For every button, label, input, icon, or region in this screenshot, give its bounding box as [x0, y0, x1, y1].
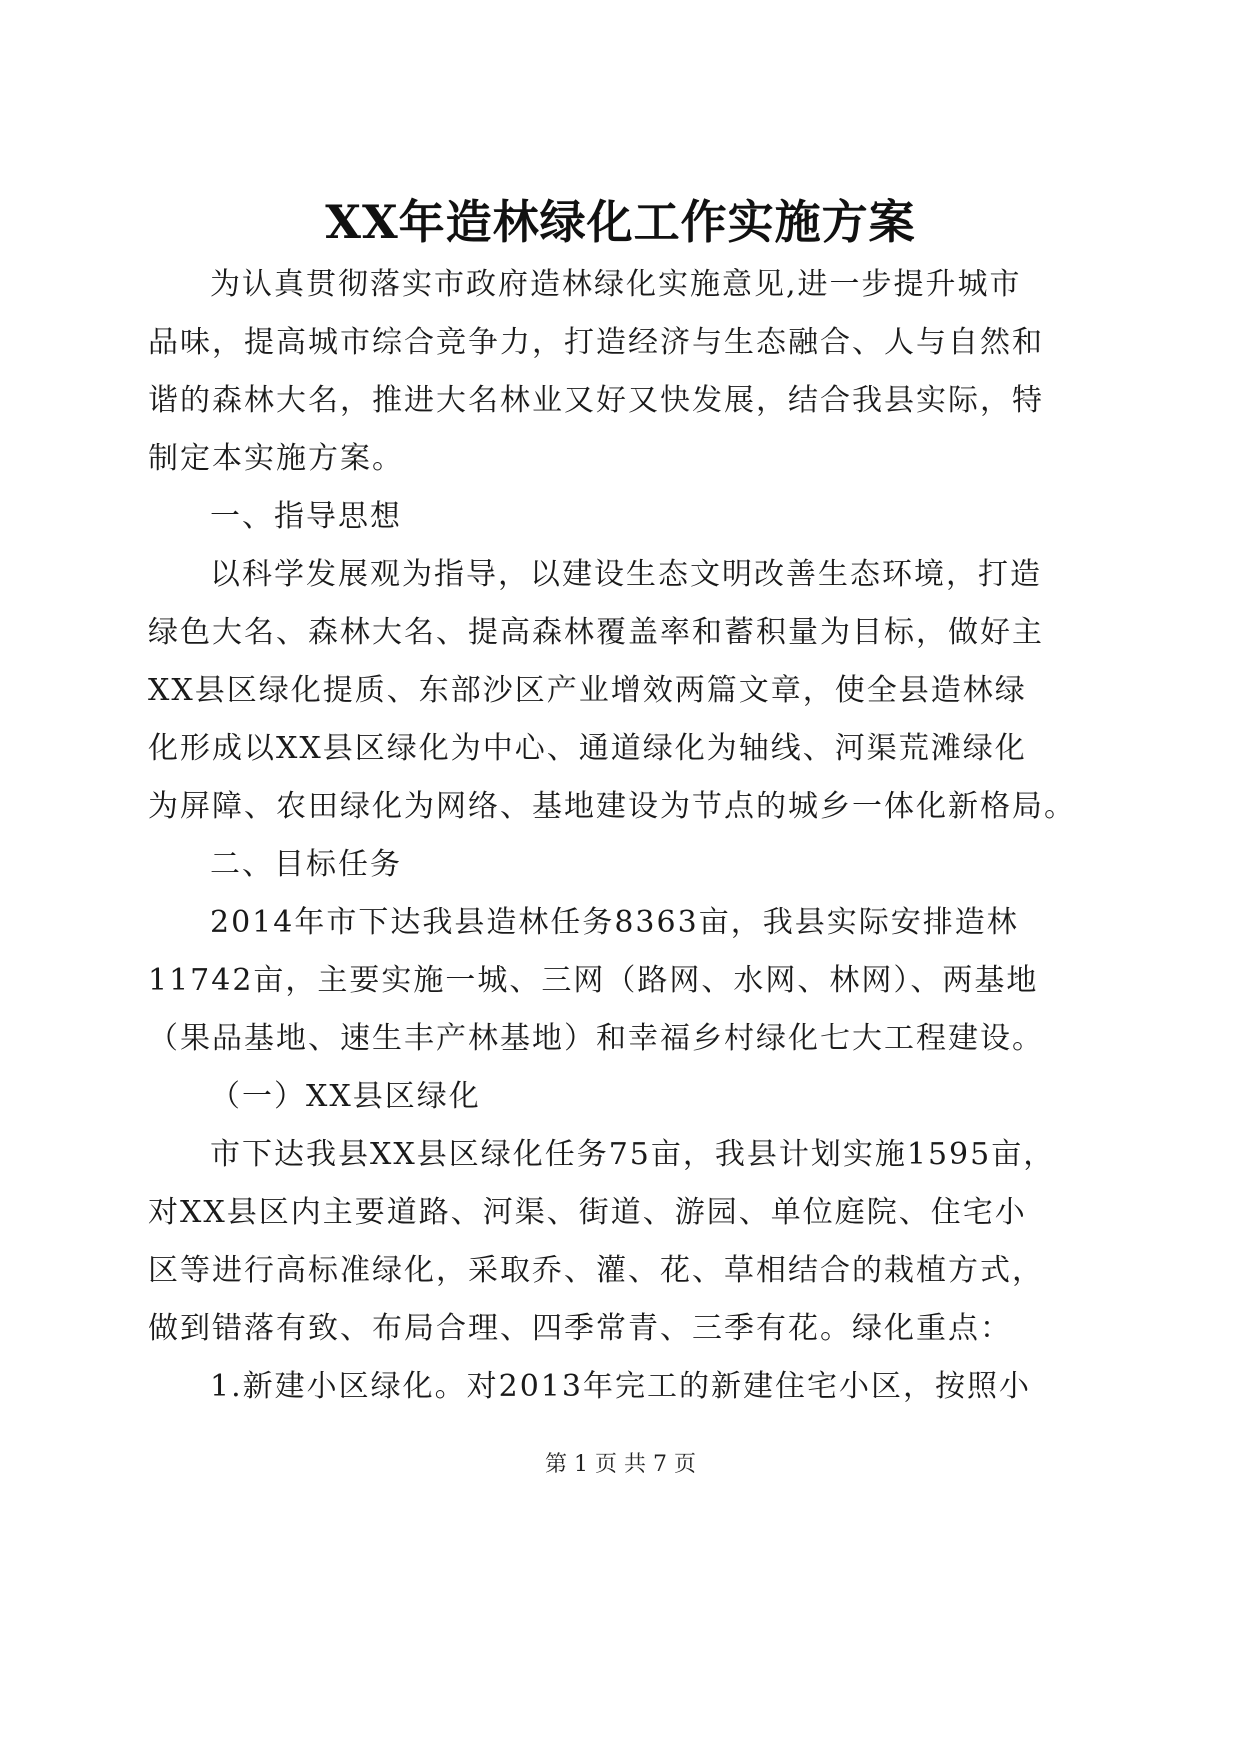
paragraph-line: （果品基地、速生丰产林基地）和幸福乡村绿化七大工程建设。: [148, 1021, 1044, 1056]
paragraph-line: 区等进行高标准绿化，采取乔、灌、花、草相结合的栽植方式，: [148, 1253, 1044, 1288]
paragraph-line: 以科学发展观为指导，以建设生态文明改善生态环境，打造: [210, 557, 1042, 592]
document-body: [148, 256, 1076, 1416]
paragraph-line: 做到错落有致、布局合理、四季常青、三季有花。绿化重点：: [148, 1311, 1012, 1346]
paragraph-line: 谐的森林大名，推进大名林业又好又快发展，结合我县实际，特: [148, 383, 1044, 418]
paragraph-line: 为认真贯彻落实市政府造林绿化实施意见,进一步提升城市: [210, 267, 1022, 302]
section-heading: 二、目标任务: [210, 847, 402, 882]
paragraph-line: 市下达我县XX县区绿化任务75亩，我县计划实施1595亩，: [210, 1137, 1056, 1172]
paragraph-line: 对XX县区内主要道路、河渠、街道、游园、单位庭院、住宅小: [148, 1195, 1027, 1230]
paragraph-line: 制定本实施方案。: [148, 441, 404, 476]
paragraph-line: 为屏障、农田绿化为网络、基地建设为节点的城乡一体化新格局。: [148, 789, 1076, 824]
paragraph-line: 绿色大名、森林大名、提高森林覆盖率和蓄积量为目标，做好主: [148, 615, 1044, 650]
paragraph-line: 11742亩，主要实施一城、三网（路网、水网、林网）、两基地: [148, 963, 1039, 998]
page-footer: 第 1 页 共 7 页: [545, 1452, 696, 1477]
paragraph-line: 品味，提高城市综合竞争力，打造经济与生态融合、人与自然和: [148, 325, 1044, 360]
paragraph-line: 化形成以XX县区绿化为中心、通道绿化为轴线、河渠荒滩绿化: [148, 731, 1027, 766]
paragraph-line: 1.新建小区绿化。对2013年完工的新建住宅小区，按照小: [210, 1369, 1031, 1404]
paragraph-line: XX县区绿化提质、东部沙区产业增效两篇文章，使全县造林绿: [148, 673, 1027, 708]
document-title: XX年造林绿化工作实施方案: [325, 195, 916, 249]
paragraph-line: 2014年市下达我县造林任务8363亩，我县实际安排造林: [210, 905, 1019, 940]
section-heading: （一）XX县区绿化: [210, 1079, 481, 1114]
section-heading: 一、指导思想: [210, 499, 402, 534]
